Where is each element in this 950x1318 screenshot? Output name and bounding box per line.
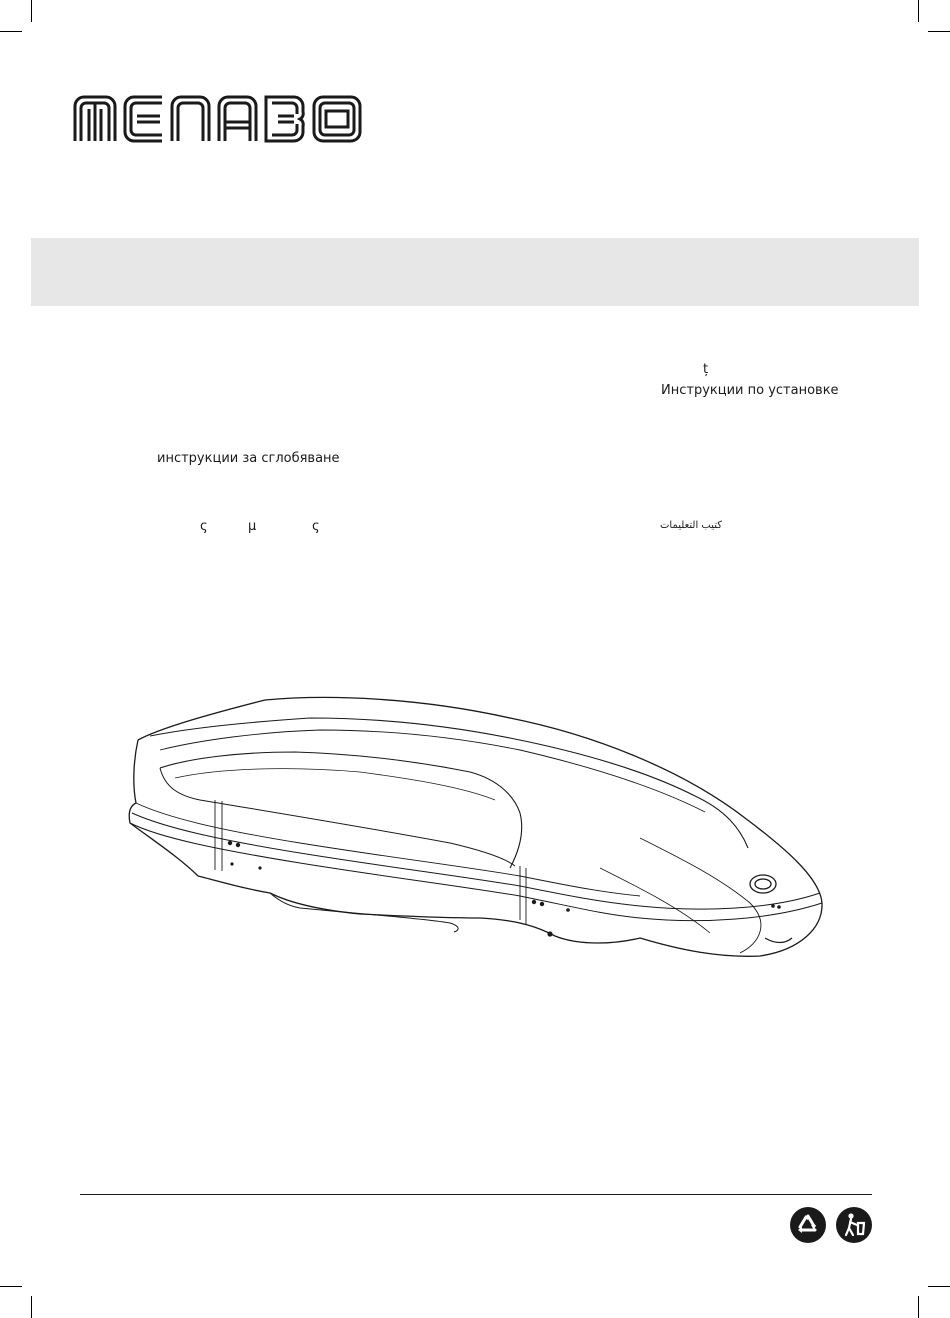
crop-mark	[928, 31, 950, 32]
title-band	[31, 238, 919, 306]
crop-mark	[31, 0, 32, 22]
crop-mark	[0, 1286, 22, 1287]
greek-fragment: ς	[312, 519, 320, 534]
crop-mark	[31, 1296, 32, 1318]
greek-fragment: ς	[200, 519, 208, 534]
romanian-mark: ț	[703, 362, 709, 377]
greek-fragment: μ	[248, 519, 257, 534]
crop-mark	[918, 0, 919, 22]
crop-mark	[0, 31, 22, 32]
footer-rule	[80, 1194, 872, 1195]
crop-mark	[918, 1296, 919, 1318]
russian-instructions-label: Инструкции по установке	[661, 383, 839, 398]
roof-box-illustration	[120, 688, 835, 988]
brand-logo	[72, 94, 364, 144]
trash-disposal-icon	[836, 1207, 872, 1243]
arabic-instructions-label: كتيب التعليمات	[660, 520, 723, 531]
bulgarian-instructions-label: инструкции за сглобяване	[157, 451, 340, 466]
recycle-icon	[790, 1207, 826, 1243]
crop-mark	[928, 1286, 950, 1287]
